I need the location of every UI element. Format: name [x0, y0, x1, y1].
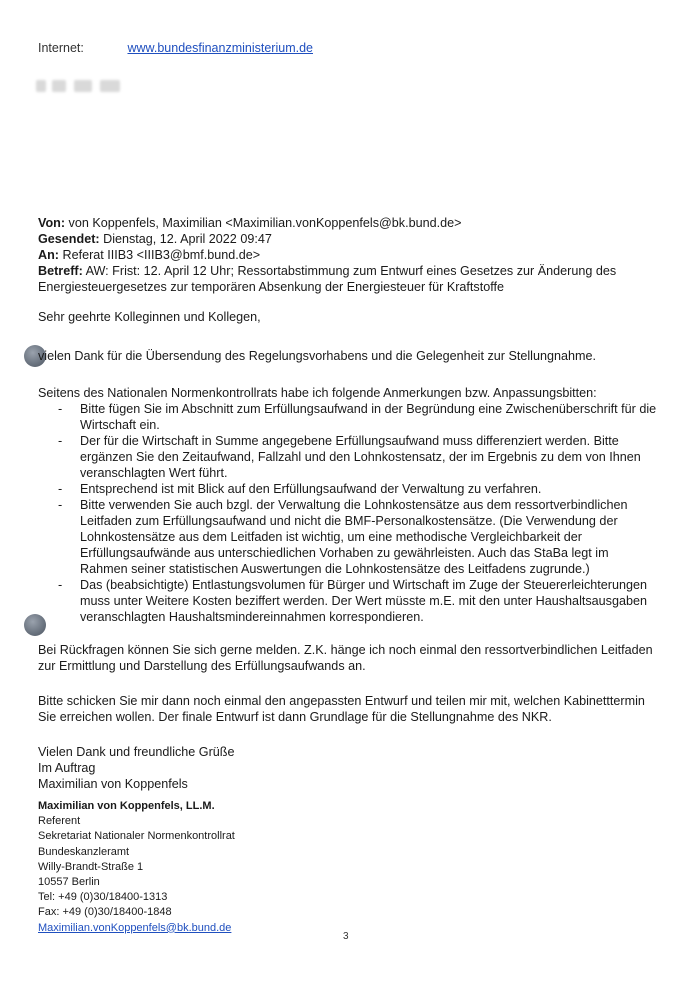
signature-office: Bundeskanzleramt — [38, 845, 130, 858]
closing-greeting: Vielen Dank und freundliche Grüße — [38, 745, 235, 759]
signature-email-link[interactable]: Maximilian.vonKoppenfels@bk.bund.de — [38, 921, 232, 934]
email-header — [38, 215, 658, 295]
request-paragraph: Bitte schicken Sie mir dann noch einmal den angepassten Entwurf und teilen mir mit, welchen Kabinetttermin Sie erreichen wollen. Der finale Entwurf ist dann Grundlage für die Stellungnahme des NKR. — [38, 694, 645, 724]
email-body — [38, 309, 658, 792]
list-item: - Der für die Wirtschaft in Summe angegebene Erfüllungsaufwand muss differenziert werden. Bitte ergänzen Sie den Zeitaufwand, Fallzahl und den Lohnkostensatz, der im Ergebnis zu dem von Ihnen veranschlagten Wert führt. — [58, 434, 641, 480]
sent-line: Gesendet: Dienstag, 12. April 2022 09:47 — [38, 232, 272, 246]
to-line: An: Referat IIIB3 <IIIB3@bmf.bund.de> — [38, 248, 261, 262]
redacted-mark — [36, 78, 120, 94]
list-item: - Entsprechend ist mit Blick auf den Erfüllungsaufwand der Verwaltung zu verfahren. — [58, 482, 542, 496]
signature-city: 10557 Berlin — [38, 876, 100, 889]
from-line: Von: von Koppenfels, Maximilian <Maximilian.vonKoppenfels@bk.bund.de> — [38, 216, 462, 230]
signature-street: Willy-Brandt-Straße 1 — [38, 860, 144, 873]
internet-label: Internet: — [38, 41, 84, 55]
list-item: - Bitte verwenden Sie auch bzgl. der Verwaltung die Lohnkostensätze aus dem ressortverbindlichen Leitfaden zum Erfüllungsaufwand und nicht die BMF-Personalkostensätze. (Die Verwendung der Lohnkostensätze aus dem Leitfaden ist wichtig, um eine methodische Vergleichbarkeit der Erfüllungsaufwände aus unterschiedlichen Vorhaben zu gewährleisten. Auch das StaBa legt im Rahmen seiner statistischen Auswertungen die Lohnkostensätze des Leitfadens zugrunde.) — [58, 498, 628, 576]
signature-tel: Tel: +49 (0)30/18400-1313 — [38, 891, 168, 904]
closing-on-behalf: Im Auftrag — [38, 761, 96, 775]
questions-paragraph: Bei Rückfragen können Sie sich gerne melden. Z.K. hänge ich noch einmal den ressortverbindlichen Leitfaden zur Ermittlung und Darstellung des Erfüllungsaufwands an. — [38, 643, 653, 673]
list-item: - Bitte fügen Sie im Abschnitt zum Erfüllungsaufwand in der Begründung eine Zwischenüberschrift für die Wirtschaft ein. — [58, 402, 657, 432]
greeting: Sehr geehrte Kolleginnen und Kollegen, — [38, 310, 261, 324]
intro-paragraph: Seitens des Nationalen Normenkontrollrats habe ich folgende Anmerkungen bzw. Anpassungsbitten: — [38, 386, 597, 400]
page-number: 3 — [343, 931, 349, 942]
signature-fax: Fax: +49 (0)30/18400-1848 — [38, 906, 172, 919]
thanks-paragraph: vielen Dank für die Übersendung des Regelungsvorhabens und die Gelegenheit zur Stellungnahme. — [38, 349, 596, 363]
signature-role: Referent — [38, 815, 81, 828]
signature-name: Maximilian von Koppenfels, LL.M. — [38, 800, 215, 812]
list-item: - Das (beabsichtigte) Entlastungsvolumen für Bürger und Wirtschaft im Zuge der Steuererleichterungen muss unter Weitere Kosten beziffert werden. Der Wert müsste m.E. mit den unter Haushaltsausgaben veranschlagten Haushaltsmindereinnahmen korrespondieren. — [58, 578, 648, 624]
closing-name: Maximilian von Koppenfels — [38, 777, 188, 791]
remarks-list — [38, 401, 658, 625]
subject-line: Betreff: AW: Frist: 12. April 12 Uhr; Ressortabstimmung zum Entwurf eines Gesetzes zur Änderung des Energiesteuergesetzes zur temporären Absenkung der Energiesteuer für Kraftstoffe — [38, 264, 617, 294]
signature-block — [38, 799, 235, 936]
internet-link[interactable]: www.bundesfinanzministerium.de — [127, 41, 313, 55]
internet-row — [38, 41, 313, 55]
signature-unit: Sekretariat Nationaler Normenkontrollrat — [38, 830, 235, 843]
